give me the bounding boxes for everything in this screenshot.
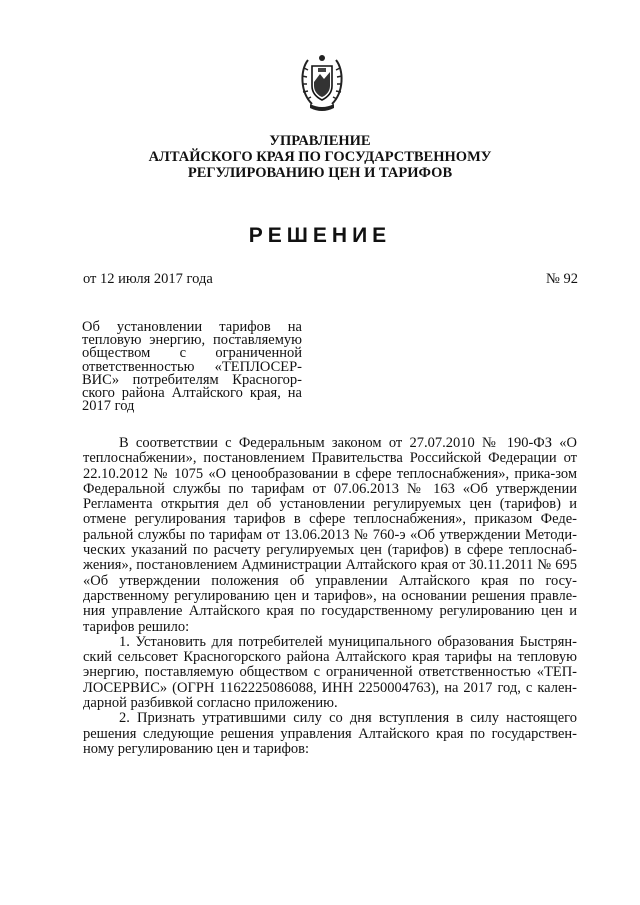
document-subject: Об установлении тарифов на тепловую энергию, поставляемую обществом с ограниченной ответственностью «ТЕПЛОСЕР-ВИС» потребителям Красногор-ского района Алтайского края, на 2017 год [82,319,302,415]
document-body [83,436,577,757]
document-title: РЕШЕНИЕ [248,224,392,247]
agency-name [0,133,640,181]
preamble-paragraph: В соответствии с Федеральным законом от 27.07.2010 № 190-ФЗ «О теплоснабжении», постановлением Правительства Российской Федерации от 22.10.2012 № 1075 «О ценообразовании в сфере теплоснабжения», прика-зом Федеральной службы по тарифам от 07.06.2013 № 163 «Об утверждении Регламента открытия дел об установлении регулируемых цен (тарифов) и отмене регулирования тарифов в сфере теплоснабжения», приказом Феде-ральной службы по тарифам от 13.06.2013 № 760-э «Об утверждении Методи-ческих указаний по расчету регулируемых цен (тарифов) в сфере теплоснаб-жения», постановлением Администрации Алтайского края от 30.11.2011 № 695 «Об утверждении положения об управлении Алтайского края по госу-дарственному регулированию цен и тарифов», на основании решения правле-ния управление Алтайского края по государственному регулированию цен и тарифов решило: [83,435,577,635]
agency-line: АЛТАЙСКОГО КРАЯ ПО ГОСУДАРСТВЕННОМУ [148,149,492,165]
agency-line: УПРАВЛЕНИЕ [269,133,371,149]
document-number: № 92 [546,271,578,287]
clause-2: 2. Признать утратившими силу со дня вступления в силу настоящего решения следующие решения управления Алтайского края по государствен-ному регулированию цен и тарифов: [83,710,577,757]
clause-1: 1. Установить для потребителей муниципального образования Быстрян-ский сельсовет Красногорского района Алтайского края тарифы на тепловую энергию, поставляемую обществом с ограниченной ответственностью «ТЕП-ЛОСЕРВИС» (ОГРН 1162225086088, ИНН 2250004763), на 2017 год, с кален-дарной разбивкой согласно приложению. [83,633,577,712]
document-date: от 12 июля 2017 года [83,271,213,287]
agency-line: РЕГУЛИРОВАНИЮ ЦЕН И ТАРИФОВ [187,165,453,181]
coat-of-arms-icon [298,52,346,114]
